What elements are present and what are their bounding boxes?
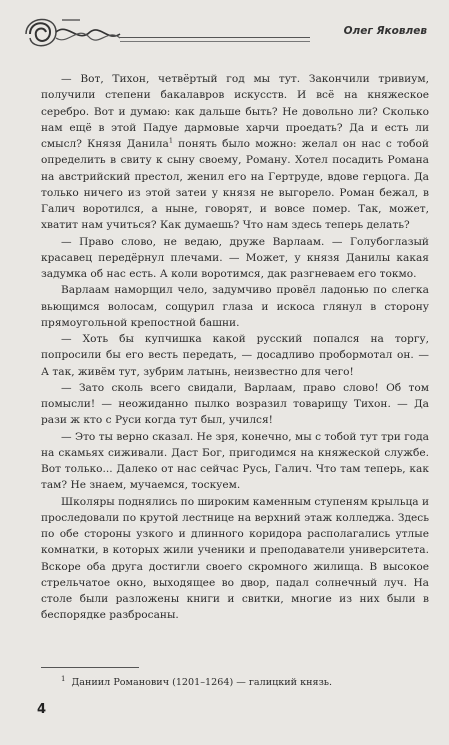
footnote-ref[interactable]: 1 — [168, 136, 173, 145]
paragraph-7: Школяры поднялись по широким каменным ступеням крыльца и проследовали по крутой лестнице на верхний этаж колледжа. Здесь по обе стороны узкого и длинного коридора располагались утлые комнатки, в которых жили ученики и преподаватели университета. Вскоре оба друга достигли своего скромного жилища. В высокое стрельчатое окно, выходящее во двор, падал солнечный луч. На столе были разложены книги и свитки, многие из них были в беспорядке разбросаны. — [41, 495, 430, 622]
paragraph-1: — Вот, Тихон, четвёртый год мы тут. Закончили тривиум, получили степени бакалавров искусств. И всё на княжеское серебро. Вот и думаю: как дальше быть? Не довольно ли? Сколько нам ещё в этой Падуе дармовые харчи проедать? Да и есть ли смысл? Князя Данила$^1$ понять было можно: желал он нас с тобой определить в свиту к сыну своему, Роману. Хотел посадить Романа на австрийский престол, женил его на Гертруде, вдове герцога. Да только ничего из этой затеи у князя не выгорело. Роман бежал, в Галич воротился, а ныне, говорят, и вовсе помер. Так, может, хватит нам учиться? Как думаешь? Что нам здесь теперь делать? — [41, 73, 429, 232]
paragraph-3: Варлаам наморщил чело, задумчиво провёл ладонью по слегка вьющимся волосам, сощурил глаза и искоса глянул в сторону прямоугольной крепостной башни. — [41, 284, 429, 329]
footnote-marker: 1 — [61, 674, 66, 683]
header-rule-thin — [120, 41, 310, 42]
paragraph-5: — Зато сколь всего свидали, Варлаам, право слово! Об том помысли! — неожиданно пылко возразил товарищу Тихон. — Да рази ж кто с Руси когда тут был, учился! — [41, 381, 429, 427]
paragraph-4: — Хоть бы купчишка какой русский попался на торгу, попросили бы его весть передать, — досадливо пробормотал он. — А так, живём тут, зубрим латынь, неизвестно для чего! — [41, 333, 429, 378]
paragraph-2: — Право слово, не ведаю, друже Варлаам. — Голубоглазый красавец передёрнул плечами. — Может, у князя Данилы какая задумка об нас есть. А коли воротимся, дак разгневаем его токмо. — [41, 235, 429, 280]
page-number: 4 — [37, 702, 47, 717]
footnote-text: Даниил Романович (1201–1264) — галицкий князь. — [71, 677, 333, 688]
header-rule — [120, 37, 310, 38]
paragraph-6: — Это ты верно сказал. Не зря, конечно, мы с тобой тут три года на скамьях сиживали. Даст Бог, пригодимся на княжеской службе. Вот только... Далеко от нас сейчас Русь, Галич. Что там теперь, как там? Не знаем, мучаемся, тоскуем. — [41, 430, 429, 492]
footnote-rule — [41, 667, 139, 668]
footnote — [61, 676, 429, 689]
body-text — [41, 71, 429, 624]
celtic-knot-ornament-icon — [22, 14, 132, 54]
running-header-author: Олег Яковлев — [343, 25, 427, 37]
